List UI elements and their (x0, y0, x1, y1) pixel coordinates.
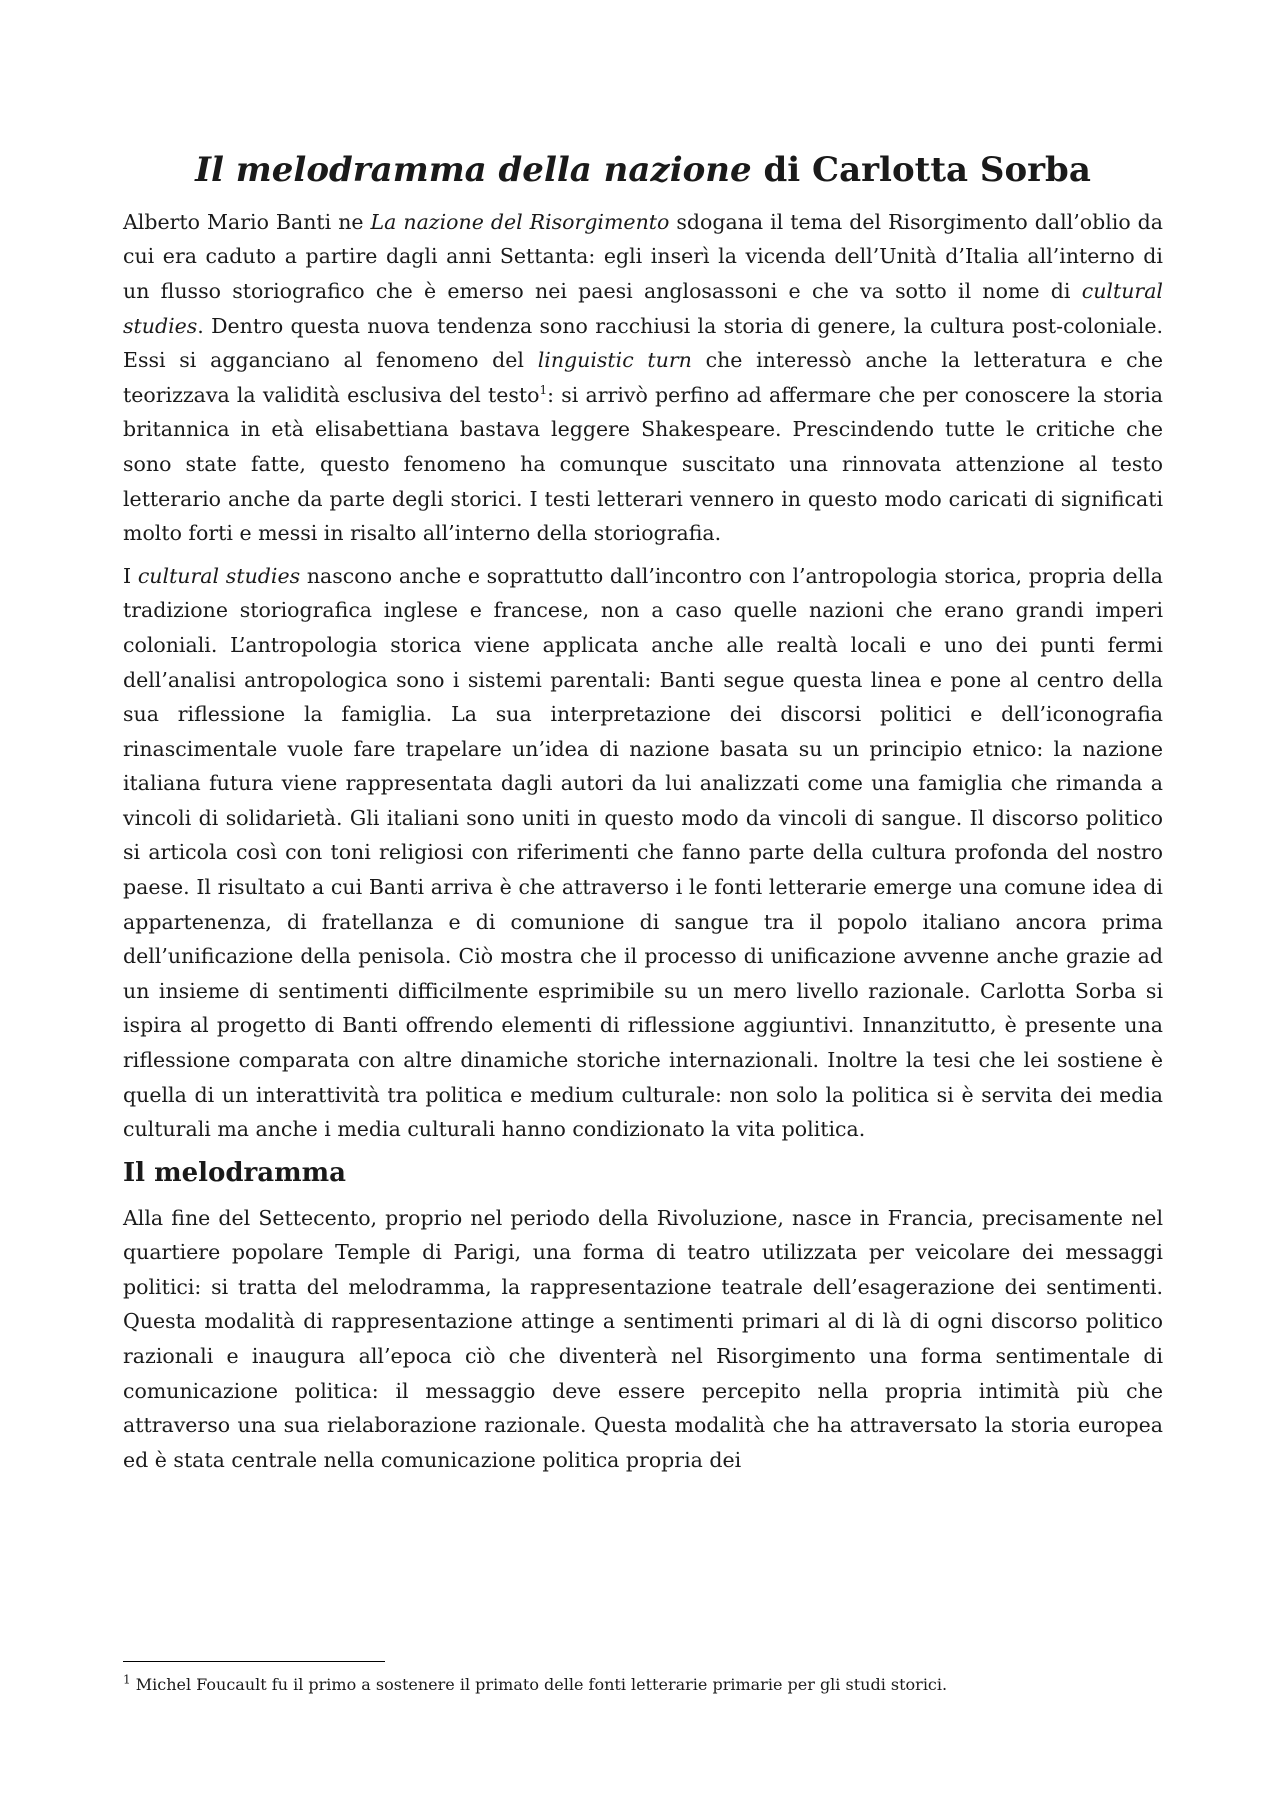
footnote-reference[interactable]: 1 (539, 382, 548, 397)
footnote-separator (123, 1661, 385, 1662)
p2-italic-cultural-studies: cultural studies (137, 563, 301, 588)
p1-text-h: : si arrivò perfino ad affermare che per conoscere la storia britannica in età elisabettiana bastava leggere Shakespeare. Prescindendo tutte le critiche che sono state fatte, questo fenomeno ha comunque suscitato una rinnovata attenzione al testo letterario anche da parte degli storici. I testi letterari vennero in questo modo caricati di significati molto forti e messi in risalto all’interno della storiografia. (123, 382, 1163, 546)
p2-text-c: nascono anche e soprattutto dall’incontro con l’antropologia storica, propria della tradizione storiografica inglese e francese, non a caso quelle nazioni che erano grandi imperi coloniali. L’antropologia storica viene applicata anche alle realtà locali e uno dei punti fermi dell’analisi antropologica sono i sistemi parentali: Banti segue questa linea e pone al centro della sua riflessione la famiglia. La sua interpretazione dei discorsi politici e dell’iconografia rinascimentale vuole fare trapelare un’idea di nazione basata su un principio etnico: la nazione italiana futura viene rappresentata dagli autori da lui analizzati come una famiglia che rimanda a vincoli di solidarietà. Gli italiani sono uniti in questo modo da vincoli di sangue. Il discorso politico si articola così con toni religiosi con riferimenti che fanno parte della cultura profonda del nostro paese. Il risultato a cui Banti arriva è che attraverso i le fonti letterarie emerge una comune idea di appartenenza, di fratellanza e di comunione di sangue tra il popolo italiano ancora prima dell’unificazione della penisola. Ciò mostra che il processo di unificazione avvenne anche grazie ad un insieme di sentimenti difficilmente esprimibile su un mero livello razionale. Carlotta Sorba si ispira al progetto di Banti offrendo elementi di riflessione aggiuntivi. Innanzitutto, è presente una riflessione comparata con altre dinamiche storiche internazionali. Inoltre la tesi che lei sostiene è quella di un interattività tra politica e medium culturale: non solo la politica si è servita dei media culturali ma anche i media culturali hanno condizionato la vita politica. (123, 563, 1164, 1142)
paragraph-2 (123, 559, 1163, 1147)
footnote-number: 1 (123, 1672, 131, 1687)
p1-italic-linguistic-turn: linguistic turn (537, 348, 692, 373)
title-rest-part: di Carlotta Sorba (751, 150, 1091, 190)
p1-text-c: sdogana il tema del Risorgimento dall’oblio da cui era caduto a partire dagli anni Settanta: egli inserì la vicenda dell’Unità d’Italia all’interno di un flusso storiografico che è emerso nei paesi anglosassoni e che va sotto il nome di (123, 209, 1164, 303)
footnote (123, 1673, 1163, 1697)
p1-text-a: Alberto Mario Banti ne (123, 209, 371, 234)
title-italic-part: Il melodramma della nazione (195, 150, 752, 190)
document-page (123, 150, 1163, 1485)
p2-text-a: I (123, 563, 138, 588)
p1-italic-cultural-studies: cultural studies (123, 278, 1163, 338)
document-title (123, 150, 1163, 191)
p1-text-e: . Dentro questa nuova tendenza sono racchiusi la storia di genere, la cultura post-coloniale. Essi si agganciano al fenomeno del (123, 313, 1163, 373)
p1-text-g: che interessò anche la letteratura e che teorizzava la validità esclusiva del testo (123, 348, 1163, 407)
paragraph-3: Alla fine del Settecento, proprio nel periodo della Rivoluzione, nasce in Francia, precisamente nel quartiere popolare Temple di Parigi, una forma di teatro utilizzata per veicolare dei messaggi politici: si tratta del melodramma, la rappresentazione teatrale dell’esagerazione dei sentimenti. Questa modalità di rappresentazione attinge a sentimenti primari al di là di ogni discorso politico razionali e inaugura all’epoca ciò che diventerà nel Risorgimento una forma sentimentale di comunicazione politica: il messaggio deve essere percepito nella propria intimità più che attraverso una sua rielaborazione razionale. Questa modalità che ha attraversato la storia europea ed è stata centrale nella comunicazione politica propria dei (123, 1205, 1163, 1472)
p1-italic-book-title: La nazione del Risorgimento (370, 209, 670, 234)
paragraph-1 (123, 205, 1163, 551)
footnote-text: Michel Foucault fu il primo a sostenere il primato delle fonti letterarie primarie per gli studi storici. (130, 1675, 948, 1694)
section-heading: Il melodramma (123, 1157, 346, 1188)
